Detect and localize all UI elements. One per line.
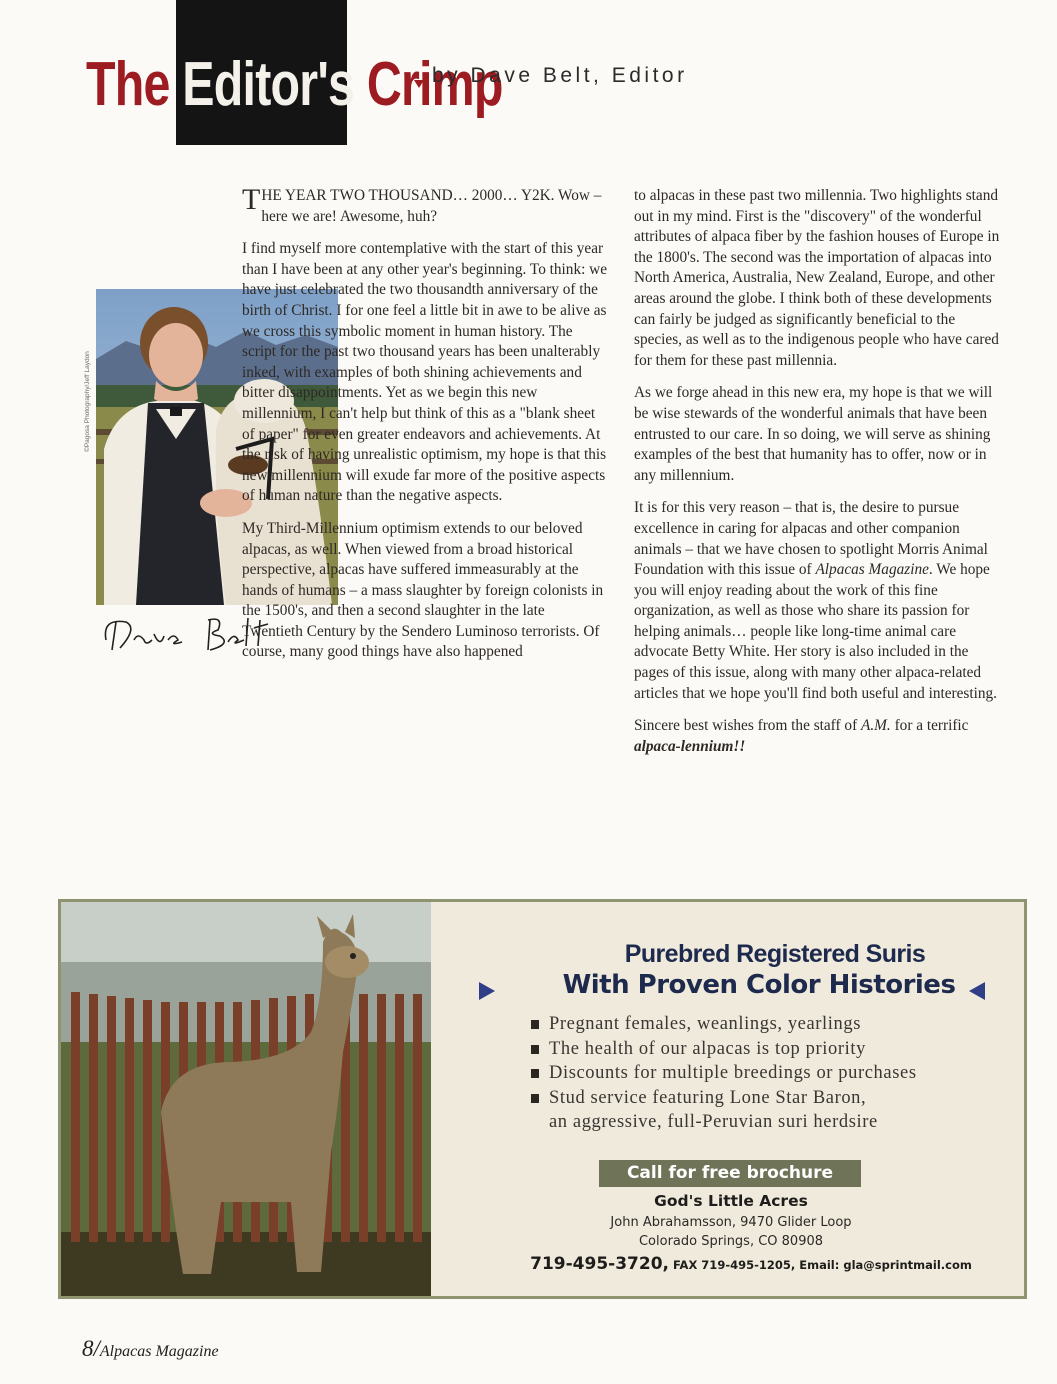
business-address bbox=[531, 1213, 931, 1251]
title-crimp: Crimp bbox=[366, 50, 503, 119]
article-paragraph-4: to alpacas in these past two millennia. Two highlights stand out in my mind. First is the "discovery" of the wonderful attributes of alpaca fiber by the fashion houses of Europe in the 1800's. The second was the importation of alpacas into North America, Australia, New Zealand, Europe, and other areas around the globe. I think both of these developments can fairly be judged as significantly beneficial to the species, as well as to the indigenous people who have cared for them for these past millennia. bbox=[634, 187, 1000, 369]
alpaca-lennium: alpaca-lennium!! bbox=[634, 737, 746, 755]
article-paragraph-3: My Third-Millennium optimism extends to our beloved alpacas, as well. When viewed from a broad historical perspective, alpacas have suffered immeasurably at the hands of humans – a mass slaughter by foreign colonists in the 1500's, and then a second slaughter in the late Twentieth Century by the Sendero Luminoso terrorists. Of course, many good things have also happened bbox=[242, 519, 604, 661]
ad-headline-1: Purebred Registered Suris bbox=[624, 940, 926, 968]
bullet-text: Pregnant females, weanlings, yearlings bbox=[549, 1014, 862, 1034]
article-paragraph-2 bbox=[242, 239, 608, 507]
list-item bbox=[529, 1086, 969, 1135]
article-paragraph-5: As we forge ahead in this new era, my hope is that we will be wise stewards of the wonderful animals that have been entrusted to our care. In so doing, we will serve as shining examples of the best that humanity has to offer, now or in any millennium. bbox=[634, 384, 993, 484]
magazine-name: Alpacas Magazine bbox=[815, 561, 929, 579]
business-name: God's Little Acres bbox=[654, 1192, 808, 1210]
square-bullet-icon bbox=[531, 1045, 539, 1054]
address-line-2: Colorado Springs, CO 80908 bbox=[638, 1234, 824, 1249]
list-item bbox=[529, 1012, 969, 1037]
bullet-text: The health of our alpacas is top priority bbox=[549, 1038, 866, 1059]
square-bullet-icon bbox=[531, 1094, 539, 1103]
ad-headline-2: With Proven Color Histories bbox=[562, 970, 956, 1000]
list-item bbox=[529, 1061, 969, 1086]
call-for-brochure-button[interactable]: Call for free brochure bbox=[599, 1160, 861, 1187]
ad-bullet-list bbox=[529, 1012, 969, 1135]
title-the: The bbox=[86, 50, 170, 119]
ad-alpaca-photo bbox=[61, 902, 431, 1296]
article-paragraph-1 bbox=[242, 183, 608, 227]
list-item bbox=[529, 1037, 969, 1062]
triangle-right-icon bbox=[479, 982, 495, 1000]
advertisement bbox=[58, 899, 1027, 1299]
bullet-text: Discounts for multiple breedings or purchases bbox=[549, 1063, 917, 1083]
contact-info bbox=[501, 1254, 1001, 1274]
p6-text-b: . We hope you will enjoy reading about the work of this fine organization, as well as those who share its passion for helping animals… people like long-time animal care advocate Betty White. Her story is also included in the pages of this issue, along with many other alpaca-related articles that we hope you'll find both useful and interesting. bbox=[634, 561, 997, 702]
p6-text-a: It is for this very reason – that is, the desire to pursue excellence in caring for alpacas and other companion animals – that we have chosen to spotlight Morris Animal Foundation with this issue of bbox=[634, 499, 988, 579]
p7-text-a: Sincere best wishes from the staff of bbox=[634, 717, 861, 735]
article-paragraph-1-text: HE YEAR TWO THOUSAND… 2000… Y2K. Wow – here we are! Awesome, huh? bbox=[261, 187, 602, 225]
phone-number: 719-495-3720, bbox=[530, 1254, 669, 1274]
address-line-1: John Abrahamsson, 9470 Glider Loop bbox=[610, 1215, 852, 1230]
article-column-2 bbox=[634, 186, 1000, 769]
article-paragraph-7 bbox=[634, 716, 1000, 757]
article-column-1 bbox=[242, 183, 608, 675]
square-bullet-icon bbox=[531, 1020, 539, 1029]
bullet-text-continued: an aggressive, full-Peruvian suri herdsire bbox=[549, 1112, 878, 1132]
article-paragraph-6 bbox=[634, 498, 1000, 704]
byline-marker-icon bbox=[414, 80, 424, 88]
p7-text-b: for a terrific bbox=[890, 717, 969, 735]
bullet-text: Stud service featuring Lone Star Baron, bbox=[549, 1087, 867, 1108]
article-paragraph-2-text: I find myself more contemplative with the start of this year than I have been at any other year's beginning. To think: we have just celebrated the two thousandth anniversary of the birth of Christ. I for one feel a little bit in awe to be alive as we cross this symbolic moment in human history. The script for the past two thousand years has been unalterably inked, with examples of both shining achievements and bitter disappointments. Yet as we begin this new millennium, I can't help but think of this as a "blank sheet of paper" for even greater endeavors and achievements. At the risk of having unrealistic optimism, my hope is that this new millennium will exude far more of the positive aspects of human nature than the negative aspects. bbox=[242, 240, 608, 505]
photo-wrap-spacer bbox=[98, 280, 216, 658]
page-number: 8/ bbox=[82, 1336, 100, 1361]
fax-email: FAX 719-495-1205, Email: gla@sprintmail.com bbox=[669, 1258, 972, 1272]
triangle-left-icon bbox=[969, 982, 985, 1000]
square-bullet-icon bbox=[531, 1069, 539, 1078]
footer-magazine-name: Alpacas Magazine bbox=[99, 1343, 219, 1360]
byline: by Dave Belt, Editor bbox=[432, 64, 688, 87]
drop-cap: T bbox=[242, 183, 261, 216]
page-footer bbox=[82, 1336, 219, 1362]
am-abbrev: A.M. bbox=[861, 717, 891, 735]
title-editors: Editor's bbox=[182, 50, 355, 119]
photo-credit: ©Pagosa Photography/Jeff Laydon bbox=[84, 351, 91, 452]
